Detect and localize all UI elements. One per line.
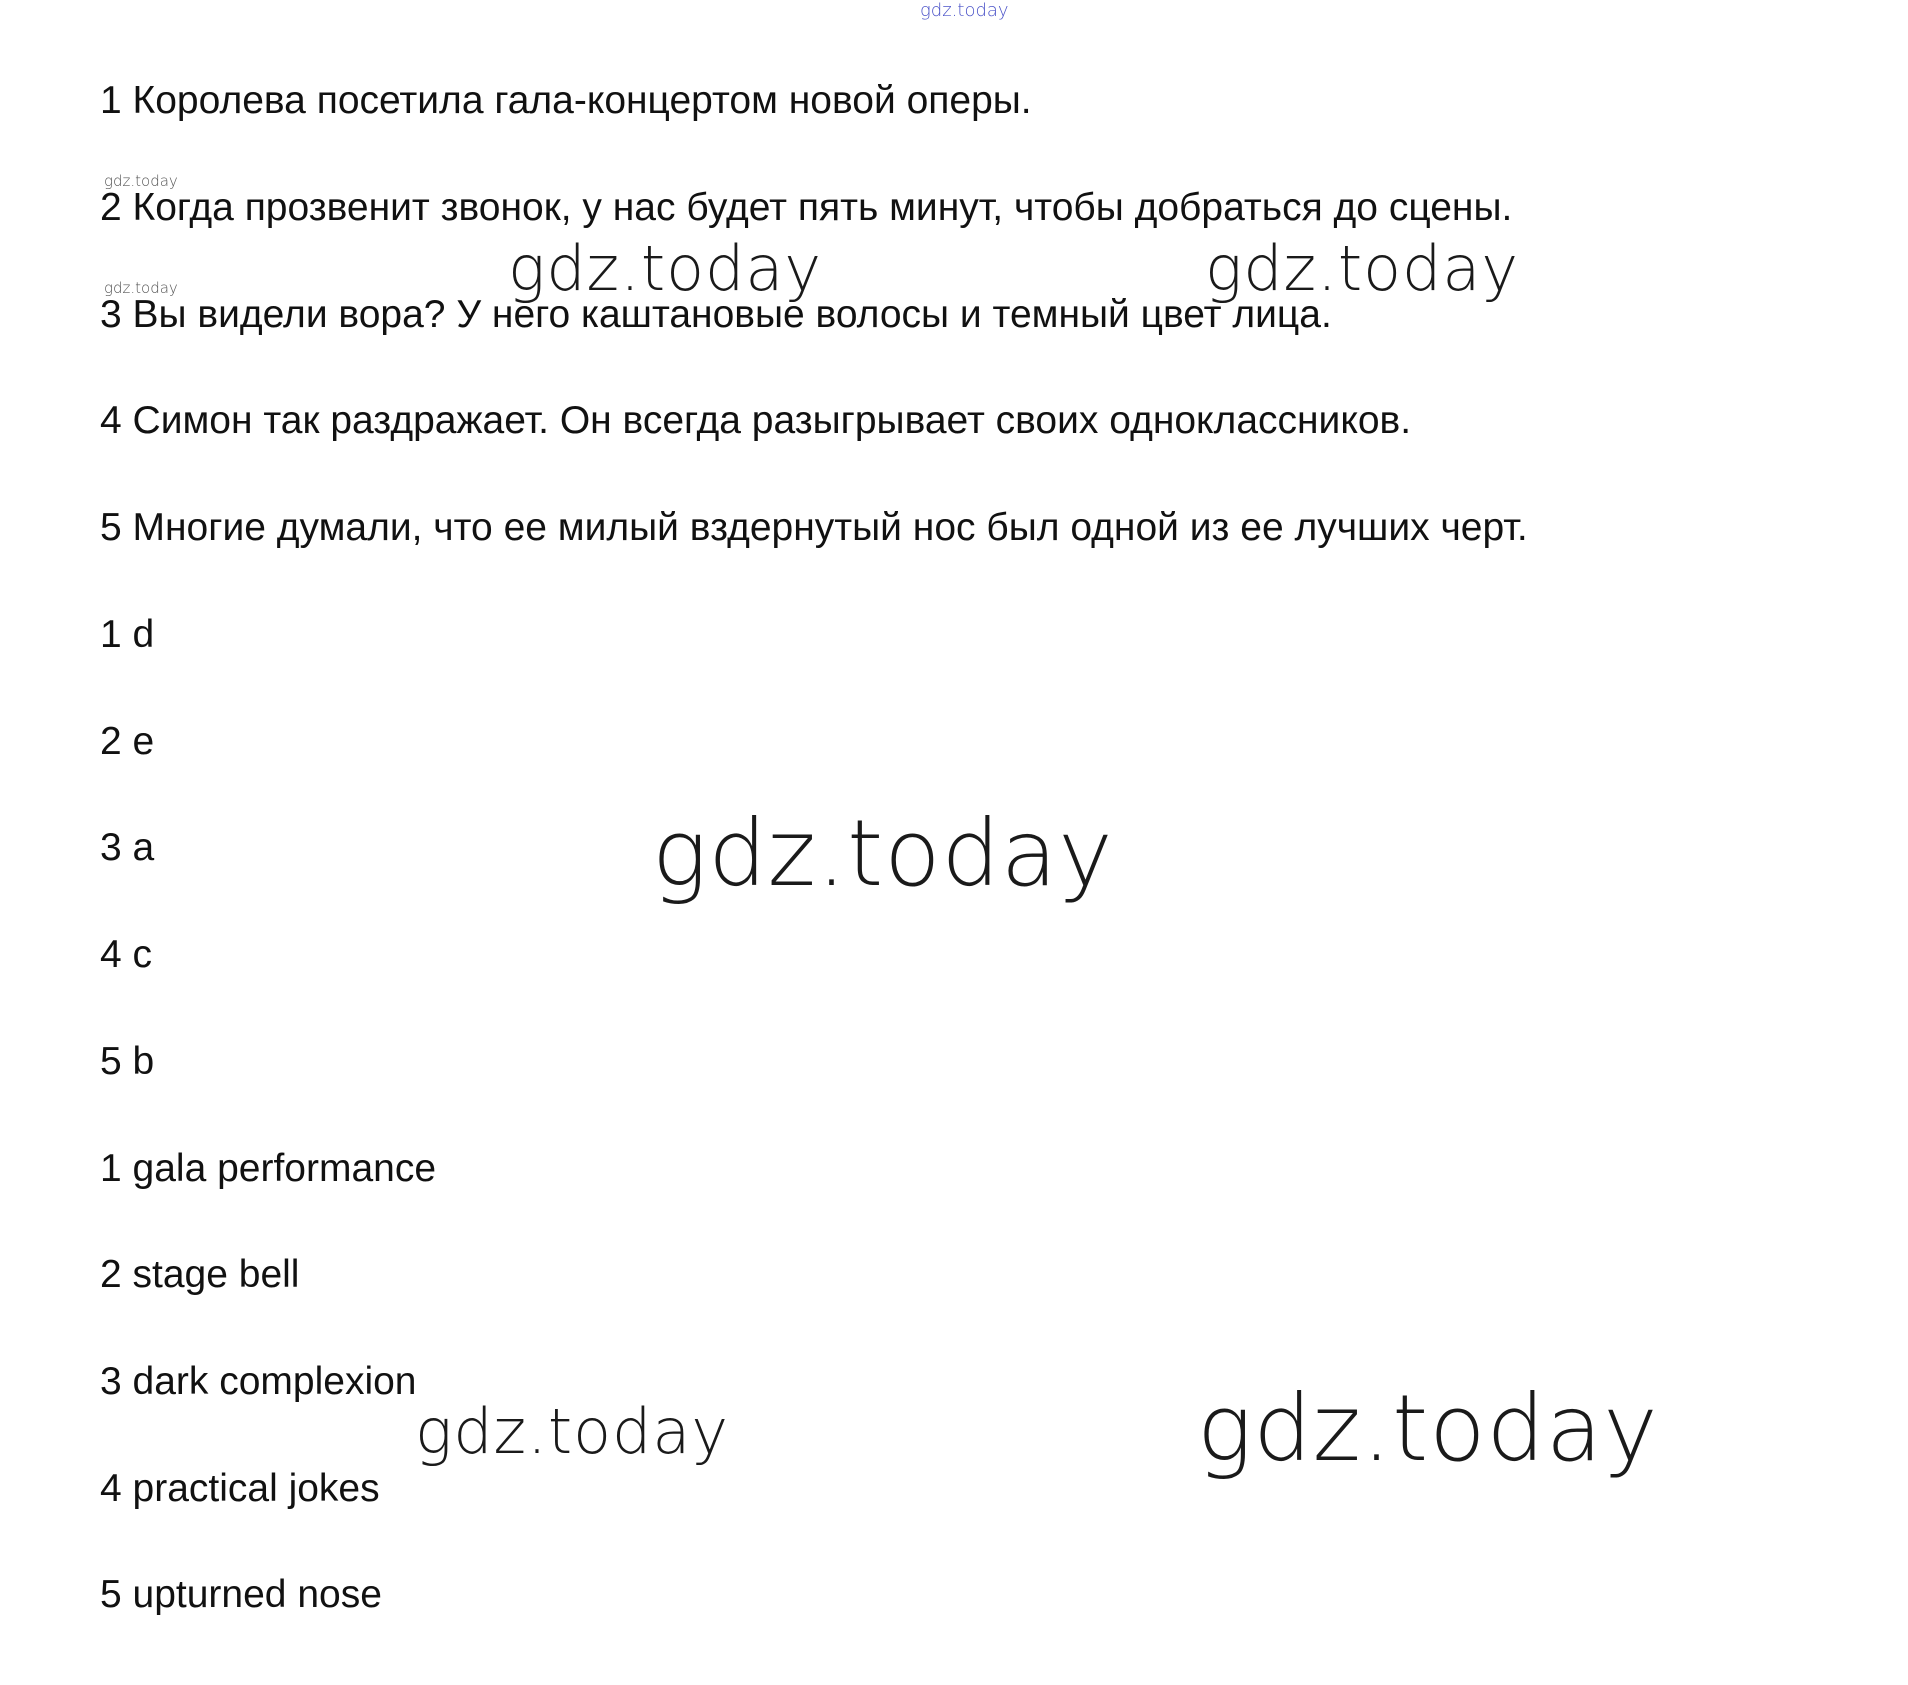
watermark-bottom-left: gdz.today bbox=[415, 1395, 730, 1468]
watermark-small: gdz.today bbox=[104, 172, 178, 190]
watermark-bottom-right: gdz.today bbox=[1197, 1375, 1659, 1482]
phrase-1: 1 gala performance bbox=[100, 1147, 437, 1190]
matching-answer-3: 3 a bbox=[100, 826, 155, 869]
translation-line-5: 5 Многие думали, что ее милый вздернутый нос был одной из ее лучших черт. bbox=[100, 506, 1528, 549]
translation-line-4: 4 Симон так раздражает. Он всегда разыгрывает своих одноклассников. bbox=[100, 399, 1412, 442]
watermark-mid-left: gdz.today bbox=[508, 232, 823, 305]
phrase-4: 4 practical jokes bbox=[100, 1467, 380, 1510]
phrase-5: 5 upturned nose bbox=[100, 1573, 382, 1616]
translation-line-2: 2 Когда прозвенит звонок, у нас будет пять минут, чтобы добраться до сцены. bbox=[100, 186, 1513, 229]
matching-answer-4: 4 c bbox=[100, 933, 153, 976]
watermark-small: gdz.today bbox=[104, 279, 178, 297]
matching-answer-1: 1 d bbox=[100, 613, 155, 656]
watermark-mid-right: gdz.today bbox=[1205, 232, 1520, 305]
translation-line-3: 3 Вы видели вора? У него каштановые волосы и темный цвет лица. bbox=[100, 293, 1332, 336]
matching-answer-5: 5 b bbox=[100, 1040, 155, 1083]
phrase-3: 3 dark complexion bbox=[100, 1360, 417, 1403]
phrase-2: 2 stage bell bbox=[100, 1253, 300, 1296]
translation-line-1: 1 Королева посетила гала-концертом новой оперы. bbox=[100, 79, 1032, 122]
watermark-center: gdz.today bbox=[652, 800, 1114, 907]
matching-answer-2: 2 e bbox=[100, 720, 155, 763]
watermark-top: gdz.today bbox=[920, 0, 1009, 21]
